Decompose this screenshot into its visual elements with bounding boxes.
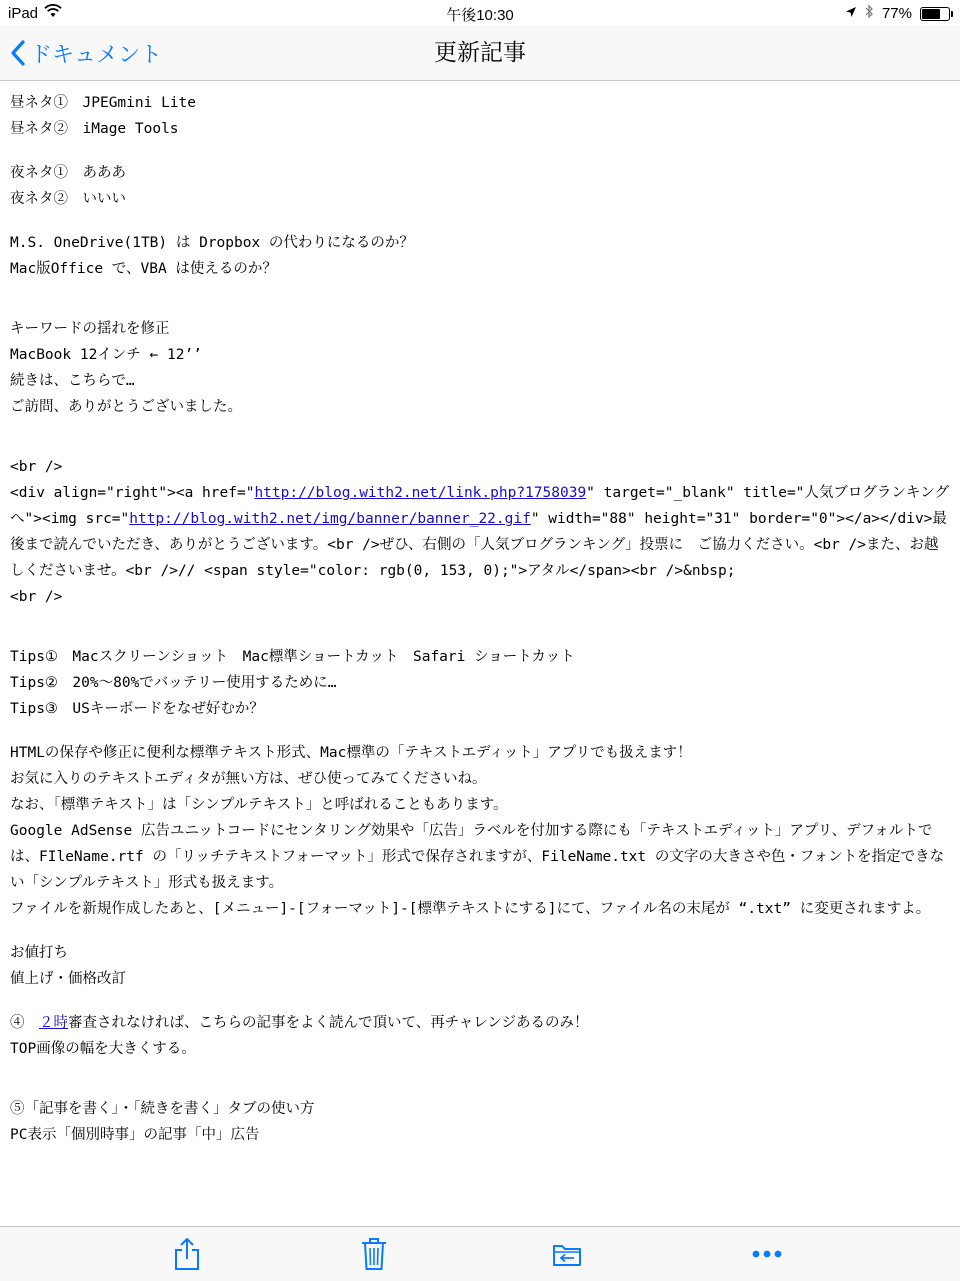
move-button[interactable] (550, 1237, 584, 1271)
text-line: PC表示「個別時事」の記事「中」広告 (10, 1127, 260, 1143)
line-gap (10, 420, 950, 454)
page-title: 更新記事 (434, 40, 526, 66)
line-gap (10, 142, 950, 160)
html-code-part: " width="88" height="31" border="0"></a></div>最後まで読んでいただき、ありがとうございます。<br />ぜひ、右側の「人気ブログランキング」投票に ご協力ください。<br />また、お越しくださいませ。<br />// <span style="color: rgb(0, 153, 0);">アタル</span><br />&nbsp; (10, 511, 947, 579)
line-gap (10, 1062, 950, 1096)
line-gap (10, 722, 950, 740)
battery-percent: 77% (881, 5, 912, 22)
text-line: お気に入りのテキストエディタが無い方は、ぜひ使ってみてくださいね。 (10, 771, 487, 787)
text-line: 夜ネタ② いいい (10, 191, 126, 207)
line-gap (10, 992, 950, 1010)
share-button[interactable] (170, 1237, 204, 1271)
battery-icon (920, 7, 950, 21)
text-line: 昼ネタ① JPEGmini Lite (10, 95, 196, 111)
line-gap (10, 212, 950, 230)
text-line: ファイルを新規作成したあと、[メニュー]-[フォーマット]-[標準テキストにする]にて、ファイル名の末尾が “.txt” に変更されますよ。 (10, 901, 931, 917)
inline-link[interactable]: ２時 (39, 1015, 68, 1031)
device-name: iPad (8, 4, 39, 22)
battery-tip (951, 11, 953, 17)
status-right (845, 4, 950, 23)
navigation-bar (0, 26, 960, 81)
back-button-label: ドキュメント (30, 42, 163, 68)
text-line: ⑤「記事を書く」・「続きを書く」タブの使い方 (10, 1101, 315, 1117)
url-link[interactable]: http://blog.with2.net/link.php?1758039 (254, 485, 587, 501)
text-line: HTMLの保存や修正に便利な標準テキスト形式、Mac標準の「テキストエディット」アプリでも扱えます！ (10, 745, 692, 761)
text-line: MacBook 12インチ ← 12’’ (10, 347, 202, 363)
text-line (10, 1010, 950, 1036)
more-button[interactable] (750, 1237, 784, 1271)
text-line: 昼ネタ② iMage Tools (10, 121, 179, 137)
text-line: お値打ち (10, 945, 68, 961)
html-code-block (10, 480, 950, 584)
location-icon (845, 5, 857, 22)
delete-button[interactable] (357, 1237, 391, 1271)
text-fragment: ④ (10, 1015, 39, 1031)
bluetooth-icon (865, 4, 874, 23)
bottom-toolbar (0, 1226, 960, 1281)
html-code-part: <div align="right"><a href=" (10, 485, 255, 501)
line-gap (10, 922, 950, 940)
text-line: 値上げ・価格改訂 (10, 971, 126, 987)
line-gap (10, 282, 950, 316)
url-link[interactable]: http://blog.with2.net/img/banner/banner_22.gif (129, 511, 531, 527)
status-bar (0, 0, 960, 26)
status-time: 午後10:30 (446, 7, 514, 24)
text-line: ご訪問、ありがとうございました。 (10, 399, 242, 415)
html-code-part: " target="_blank" title="人気ブログランキングへ"><img src=" (10, 485, 949, 527)
text-line: Tips① Macスクリーンショット Mac標準ショートカット Safari ショートカット (10, 649, 575, 665)
text-line: Tips② 20%〜80%でバッテリー使用するために… (10, 675, 337, 691)
text-line: 続きは、こちらで… (10, 373, 135, 389)
document-text-area[interactable] (10, 90, 950, 1220)
trash-icon (360, 1237, 388, 1271)
text-line: Tips③ USキーボードをなぜ好むか？ (10, 701, 264, 717)
more-icon (751, 1249, 783, 1259)
folder-move-icon (552, 1241, 582, 1267)
battery-level (922, 9, 940, 19)
text-line: Google AdSense 広告ユニットコードにセンタリング効果や「広告」ラベルを付加する際にも「テキストエディット」アプリ、デフォルトでは、FIleName.rtf の「リッチテキストフォーマット」形式で保存されますが、FileName.txt の文字の大きさや色・フォントを指定できない「シンプルテキスト」形式も扱えます。 (10, 823, 945, 891)
text-fragment: 審査されなければ、こちらの記事をよく読んで頂いて、再チャレンジあるのみ！ (68, 1015, 589, 1031)
text-line: なお、「標準テキスト」は「シンプルテキスト」と呼ばれることもあります。 (10, 797, 508, 813)
text-line: 夜ネタ① あああ (10, 165, 126, 181)
text-line: キーワードの揺れを修正 (10, 321, 170, 337)
text-line: TOP画像の幅を大きくする。 (10, 1041, 196, 1057)
share-icon (173, 1237, 201, 1271)
text-line: Mac版Office で、VBA は使えるのか？ (10, 261, 277, 277)
text-line: M.S. OneDrive(1TB) は Dropbox の代わりになるのか？ (10, 235, 414, 251)
line-gap (10, 610, 950, 644)
text-line: <br /> (10, 459, 63, 475)
text-line: <br /> (10, 589, 63, 605)
